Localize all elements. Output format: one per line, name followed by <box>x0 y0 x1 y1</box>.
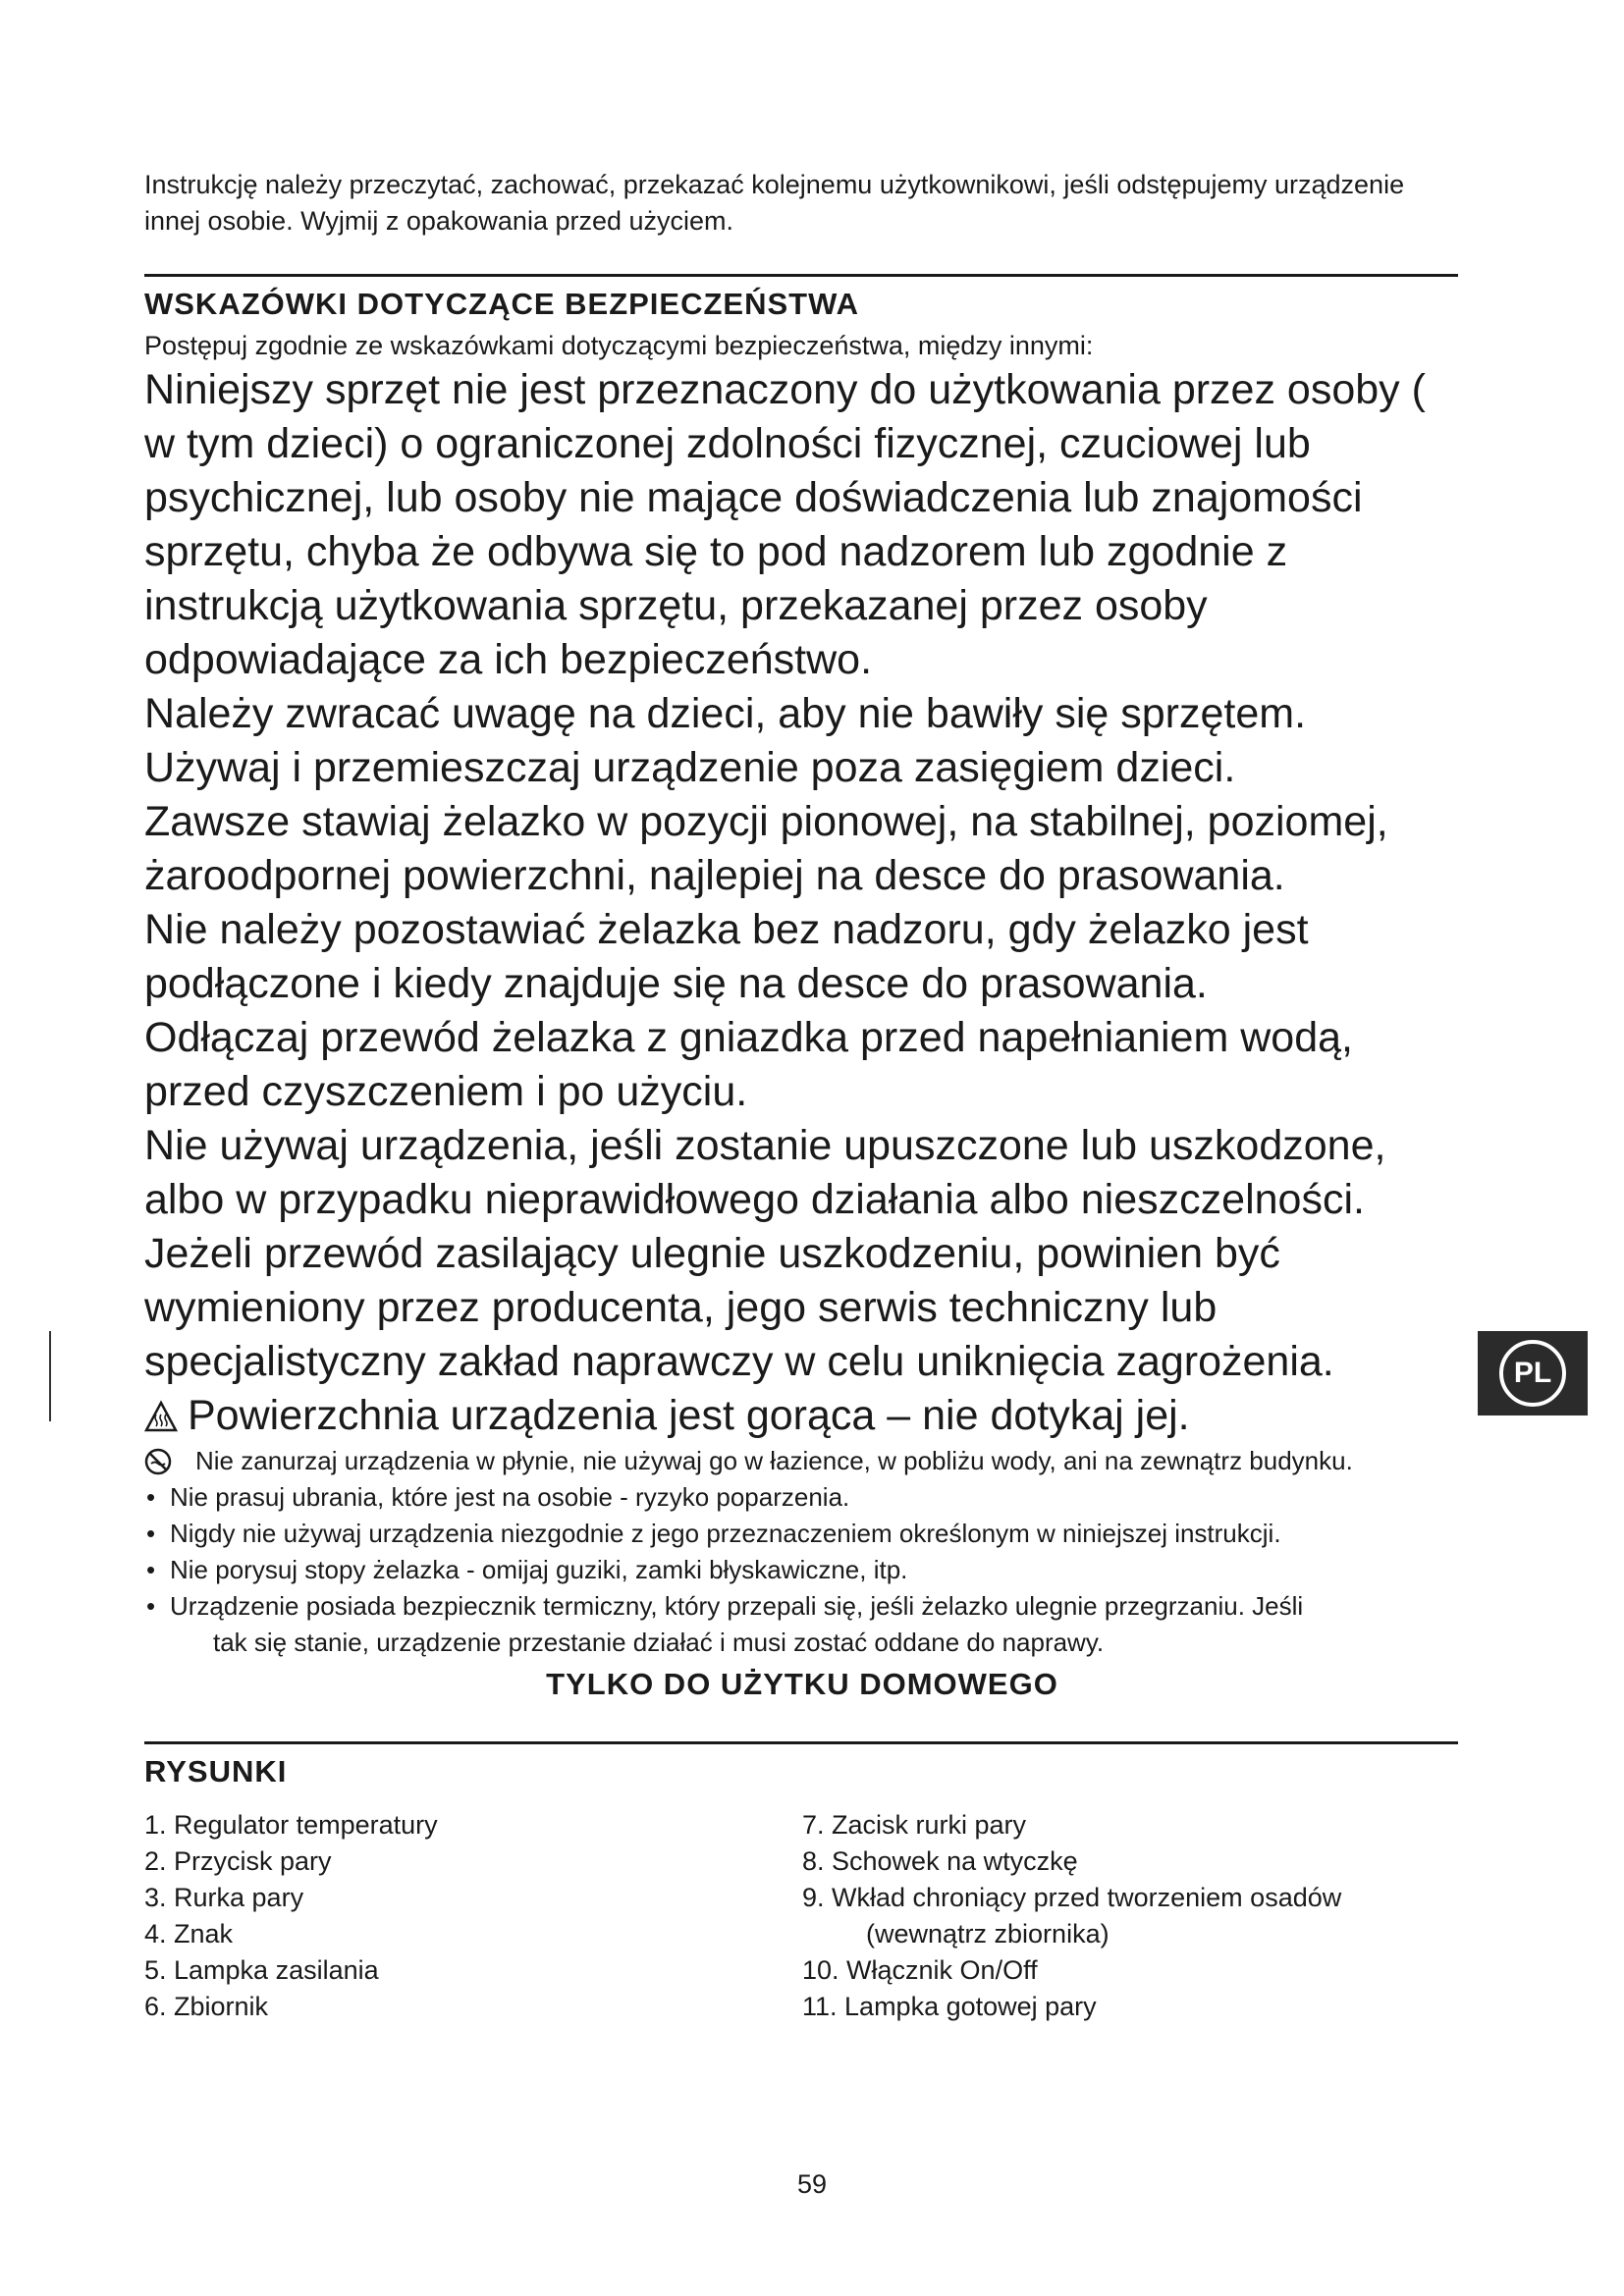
list-item: 8. Schowek na wtyczkę <box>802 1846 1078 1876</box>
list-item: • Urządzenie posiada bezpiecznik termiczny, który przepali się, jeśli żelazko ulegnie przegrzaniu. Jeśli <box>146 1591 1304 1621</box>
list-item: 10. Włącznik On/Off <box>802 1955 1038 1985</box>
safety-paragraph: Nie należy pozostawiać żelazka bez nadzoru, gdy żelazko jest podłączone i kiedy znajduje się na desce do prasowania. <box>144 906 1309 1007</box>
safety-paragraph: Używaj i przemieszczaj urządzenie poza zasięgiem dzieci. <box>144 744 1236 791</box>
safety-paragraph: Jeżeli przewód zasilający ulegnie uszkodzeniu, powinien być wymieniony przez producenta, jego serwis techniczny lub specjalistyczny zakład naprawczy w celu uniknięcia zagrożenia. <box>144 1230 1334 1385</box>
no-immersion-warning <box>144 1443 1460 1479</box>
warning-list <box>144 1479 1460 1625</box>
no-immersion-text: Nie zanurzaj urządzenia w płynie, nie używaj go w łazience, w pobliżu wody, ani na zewnątrz budynku. <box>195 1446 1353 1475</box>
hot-surface-warning <box>144 1389 1460 1443</box>
language-badge-label: PL <box>1499 1340 1566 1407</box>
page-number: 59 <box>796 2169 828 2199</box>
safety-paragraph: Nie używaj urządzenia, jeśli zostanie upuszczone lub uszkodzone, albo w przypadku nieprawidłowego działania albo nieszczelności. <box>144 1122 1386 1223</box>
domestic-use-heading: TYLKO DO UŻYTKU DOMOWEGO <box>546 1667 1058 1701</box>
list-item-continuation: tak się stanie, urządzenie przestanie działać i musi zostać oddane do naprawy. <box>213 1628 1105 1657</box>
list-item: • Nie porysuj stopy żelazka - omijaj guziki, zamki błyskawiczne, itp. <box>146 1555 908 1584</box>
no-water-icon <box>144 1448 172 1475</box>
safety-heading: WSKAZÓWKI DOTYCZĄCE BEZPIECZEŃSTWA <box>144 287 860 321</box>
divider <box>144 1741 1458 1744</box>
divider <box>144 274 1458 277</box>
list-item: 5. Lampka zasilania <box>144 1955 379 1985</box>
list-item: 6. Zbiornik <box>144 1992 269 2021</box>
safety-lead: Postępuj zgodnie ze wskazówkami dotyczącymi bezpieczeństwa, między innymi: <box>144 331 1094 360</box>
list-item: 3. Rurka pary <box>144 1883 304 1912</box>
safety-paragraph: Niniejszy sprzęt nie jest przeznaczony do użytkowania przez osoby ( w tym dzieci) o ograniczonej zdolności fizycznej, czuciowej lub psychicznej, lub osoby nie mające doświadczenia lub znajomości sprzętu, chyba że odbywa się to pod nadzorem lub zgodnie z instrukcją użytkowania sprzętu, przekazanej przez osoby odpowiadające za ich bezpieczeństwo. <box>144 366 1426 683</box>
intro-text: Instrukcję należy przeczytać, zachować, przekazać kolejnemu użytkownikowi, jeśli odstępujemy urządzenie innej osobie. Wyjmij z opakowania przed użyciem. <box>144 170 1405 236</box>
language-badge <box>1478 1331 1588 1415</box>
figures-heading: RYSUNKI <box>144 1754 288 1789</box>
document-page <box>144 167 1460 2025</box>
safety-paragraph: Należy zwracać uwagę na dzieci, aby nie bawiły się sprzętem. <box>144 690 1307 737</box>
list-item: 11. Lampka gotowej pary <box>802 1992 1097 2021</box>
list-item: 9. Wkład chroniący przed tworzeniem osadów <box>802 1883 1342 1912</box>
parts-column-right <box>802 1807 1460 2025</box>
list-item: 7. Zacisk rurki pary <box>802 1810 1027 1840</box>
list-item: 1. Regulator temperatury <box>144 1810 438 1840</box>
hot-surface-text: Powierzchnia urządzenia jest gorąca – nie dotykaj jej. <box>188 1392 1190 1439</box>
list-item: • Nigdy nie używaj urządzenia niezgodnie z jego przeznaczeniem określonym w niniejszej instrukcji. <box>146 1519 1281 1548</box>
safety-paragraph: Odłączaj przewód żelazka z gniazdka przed napełnianiem wodą, przed czyszczeniem i po użyciu. <box>144 1014 1353 1115</box>
margin-line <box>49 1331 51 1421</box>
safety-instructions <box>144 363 1460 1443</box>
parts-column-left <box>144 1807 802 2025</box>
list-item-continuation: (wewnątrz zbiornika) <box>866 1919 1110 1949</box>
safety-paragraph: Zawsze stawiaj żelazko w pozycji pionowej, na stabilnej, poziomej, żaroodpornej powierzchni, najlepiej na desce do prasowania. <box>144 798 1388 899</box>
list-item: • Nie prasuj ubrania, które jest na osobie - ryzyko poparzenia. <box>146 1482 850 1512</box>
additional-warnings <box>144 1443 1460 1661</box>
parts-list <box>144 1807 1460 2025</box>
hot-surface-warning-icon <box>144 1400 178 1433</box>
list-item: 4. Znak <box>144 1919 234 1949</box>
list-item: 2. Przycisk pary <box>144 1846 332 1876</box>
